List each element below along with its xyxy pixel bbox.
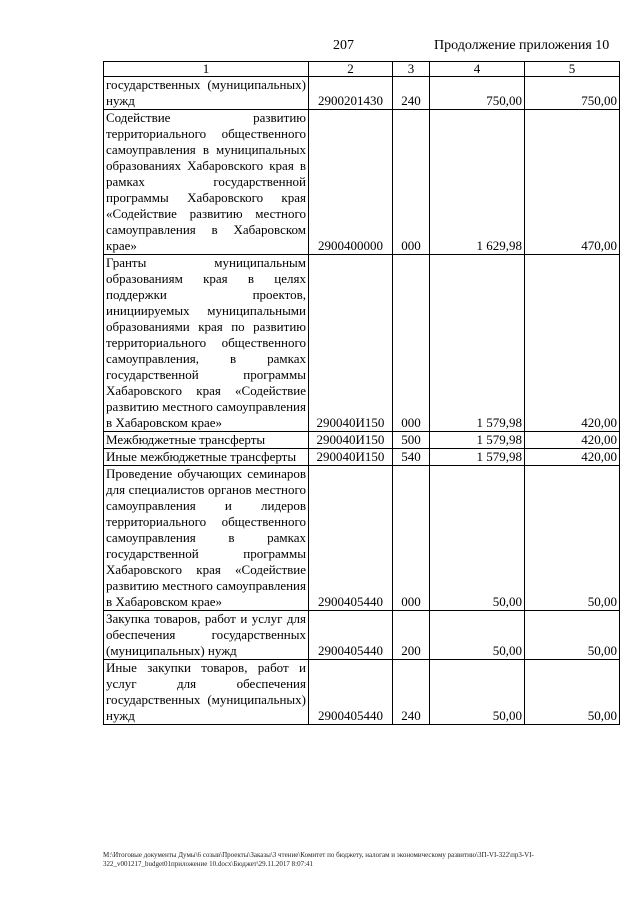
table-row [104, 449, 620, 466]
budget-table [103, 61, 620, 725]
row-sum2: 420,00 [525, 449, 620, 466]
table-row [104, 255, 620, 432]
row-name: Межбюджетные трансферты [104, 432, 309, 449]
row-name: Иные межбюджетные трансферты [104, 449, 309, 466]
row-sum1: 50,00 [430, 466, 525, 611]
column-header: 3 [393, 62, 430, 77]
row-vr: 000 [393, 466, 430, 611]
column-header: 5 [525, 62, 620, 77]
row-name: Содействие развитию территориального общественного самоуправления в муниципальных образованиях Хабаровского края в рамках государственной программы Хабаровского края «Содействие развитию местного самоуправления в Хабаровском крае» [104, 110, 309, 255]
row-sum1: 1 629,98 [430, 110, 525, 255]
table-row [104, 110, 620, 255]
row-sum1: 1 579,98 [430, 449, 525, 466]
row-sum2: 50,00 [525, 466, 620, 611]
row-vr: 500 [393, 432, 430, 449]
row-sum1: 50,00 [430, 660, 525, 725]
row-code: 2900201430 [309, 77, 393, 110]
table-row [104, 466, 620, 611]
row-vr: 200 [393, 611, 430, 660]
row-code: 290040И150 [309, 432, 393, 449]
table-row [104, 660, 620, 725]
row-sum1: 750,00 [430, 77, 525, 110]
table-header-row [104, 62, 620, 77]
row-vr: 240 [393, 660, 430, 725]
column-header: 4 [430, 62, 525, 77]
row-sum2: 50,00 [525, 660, 620, 725]
row-name: Проведение обучающих семинаров для специалистов органов местного самоуправления и лидеров территориального общественного самоуправления в рамках государственной программы Хабаровского края «Содействие развитию местного самоуправления в Хабаровском крае» [104, 466, 309, 611]
row-sum2: 420,00 [525, 255, 620, 432]
row-sum2: 420,00 [525, 432, 620, 449]
row-vr: 000 [393, 255, 430, 432]
row-name: Закупка товаров, работ и услуг для обеспечения государственных (муниципальных) нужд [104, 611, 309, 660]
table-row [104, 432, 620, 449]
continuation-title: Продолжение приложения 10 [434, 38, 610, 53]
table-row [104, 77, 620, 110]
row-code: 2900400000 [309, 110, 393, 255]
row-name: Гранты муниципальным образованиям края в целях поддержки проектов, инициируемых муниципальными образованиями края по развитию территориального общественного самоуправления, в рамках государственной программы Хабаровского края «Содействие развитию местного самоуправления в Хабаровском крае» [104, 255, 309, 432]
row-code: 2900405440 [309, 611, 393, 660]
row-code: 2900405440 [309, 660, 393, 725]
table-row [104, 611, 620, 660]
row-sum2: 470,00 [525, 110, 620, 255]
row-sum2: 750,00 [525, 77, 620, 110]
column-header: 1 [104, 62, 309, 77]
row-name: государственных (муниципальных) нужд [104, 77, 309, 110]
row-name: Иные закупки товаров, работ и услуг для обеспечения государственных (муниципальных) нужд [104, 660, 309, 725]
row-vr: 240 [393, 77, 430, 110]
row-code: 290040И150 [309, 255, 393, 432]
row-sum1: 50,00 [430, 611, 525, 660]
row-vr: 000 [393, 110, 430, 255]
row-code: 290040И150 [309, 449, 393, 466]
page-number: 207 [333, 38, 354, 53]
row-sum1: 1 579,98 [430, 255, 525, 432]
row-sum2: 50,00 [525, 611, 620, 660]
column-header: 2 [309, 62, 393, 77]
row-vr: 540 [393, 449, 430, 466]
file-path-footer: M:\Итоговые документы Думы\6 созыв\Проекты\Заказы\3 чтение\Комитет по бюджету, налогам и экономическому развитию\3П-VI-322\пр3-VI-322_v001217_budget01приложение 10.docx\Бюджет\29.11.2017 8:07:41 [103, 851, 534, 868]
row-sum1: 1 579,98 [430, 432, 525, 449]
row-code: 2900405440 [309, 466, 393, 611]
